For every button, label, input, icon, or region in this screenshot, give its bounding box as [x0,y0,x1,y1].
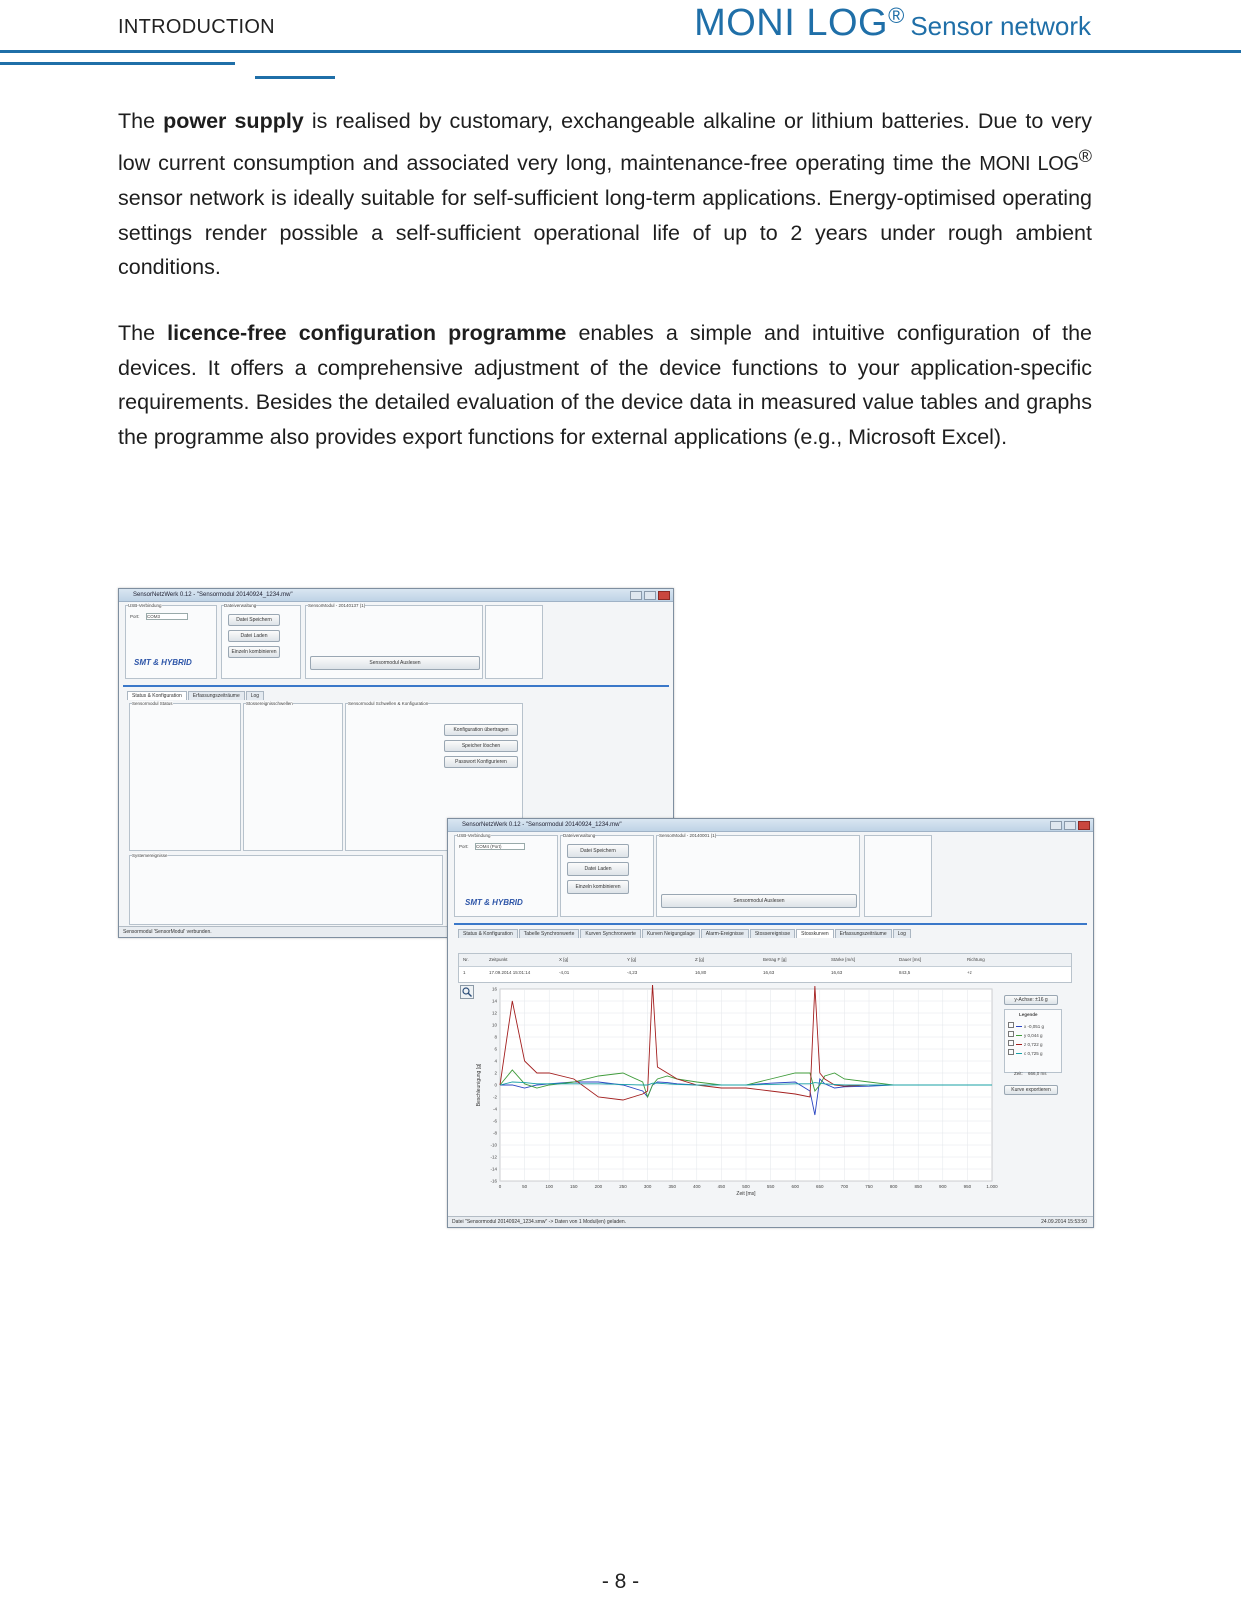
window1-controls [628,591,670,602]
statusbar-left: Datei "Sensormodul 20140924_1234.smw" -> Daten von 1 Modul(en) geladen. [452,1219,627,1225]
x-tick-label: 600 [791,1184,799,1189]
tab-erfassungszeitraeume[interactable]: Erfassungszeiträume [835,929,892,938]
y-tick-label: 8 [494,1034,497,1040]
x-tick-label: 650 [816,1184,824,1189]
x-tick-label: 350 [668,1184,676,1189]
x-tick-label: 500 [742,1184,750,1189]
cell-betrag: 16,63 [763,970,775,975]
close-icon[interactable] [1078,821,1090,830]
brand-name: MONI LOG [694,2,889,44]
export-curve-button[interactable]: Kurve exportieren [1004,1085,1058,1095]
col-nr: Nr. [463,957,469,962]
x-tick-label: 800 [889,1184,898,1189]
cell-zeitpunkt: 17.09.2014 15:01:14 [489,970,531,975]
y-tick-label: 12 [491,1010,497,1016]
window2-tabs [458,929,912,939]
tab-erfassungszeitraeume[interactable]: Erfassungszeiträume [188,691,245,700]
power-supply-paragraph [118,104,1092,285]
legend-item-x[interactable] [1008,1022,1044,1029]
x-tick-label: 200 [594,1184,603,1189]
header-accent-rule-short [255,76,335,79]
window2-save-button[interactable]: Datei Speichern [567,844,629,858]
window2-read-button[interactable]: Sensormodul Auslesen [661,894,857,908]
legend-item-c[interactable] [1008,1049,1043,1056]
legend-swatch [1016,1053,1022,1054]
legend-item-z[interactable] [1008,1040,1043,1047]
window1-port-label: Port: [130,614,140,619]
window2-combine-button[interactable]: Einzeln kombinieren [567,880,629,894]
col-x: X [g] [559,957,569,962]
x-tick-label: 0 [498,1184,502,1189]
window2-usb-group [454,835,558,917]
window1-usb-group [125,605,217,679]
p1-registered: ® [1078,145,1092,166]
x-tick-label: 700 [840,1184,849,1189]
shock-table [458,953,1072,983]
header-rule [0,50,1241,53]
y-tick-label: -4 [492,1106,497,1112]
y-tick-label: -6 [492,1118,497,1124]
legend-item-y[interactable] [1008,1031,1043,1038]
table-row[interactable] [459,967,1071,979]
y-tick-label: 0 [494,1082,497,1088]
legend-label: z 0,722 g [1024,1042,1043,1047]
statusbar-right: 24.09.2014 15:53:50 [1041,1219,1087,1225]
y-tick-label: -2 [492,1094,497,1100]
window1-module-group [305,605,483,679]
legend-checkbox[interactable] [1008,1040,1014,1046]
window2-file-group [560,835,654,917]
tab-kurven-neigungslage[interactable]: Kurven Neigungslage [642,929,700,938]
window2-port-label: Port: [459,844,469,849]
y-tick-label: -16 [490,1178,497,1184]
y-tick-label: 10 [491,1022,497,1028]
brand-subtitle: Sensor network [910,11,1091,41]
y-tick-label: 6 [494,1046,497,1052]
window2-controls [1048,821,1090,832]
p1-mid: is realised by customary, exchangeable alkaline or lithium batteries. Due to very low current consumption and associated very long, maintenance-free operating time the [118,109,1093,175]
window2-separator [454,923,1087,925]
col-betrag: Betrag F [g] [763,957,787,962]
p2-bold: licence-free configuration programme [167,321,567,345]
tab-alarm-ereignisse[interactable]: Alarm-Ereignisse [701,929,749,938]
tab-status-konfiguration[interactable]: Status & Konfiguration [458,929,518,938]
legend-swatch [1016,1026,1022,1027]
p1-post: sensor network is ideally suitable for self-sufficient long-term applications. Energy-optimised operating settings render possible a self-sufficient operational life of up to 2 years under rough ambient conditions. [118,186,1092,280]
tab-log[interactable]: Log [893,929,911,938]
y-tick-label: 4 [494,1058,497,1064]
y-tick-label: -8 [492,1130,497,1136]
x-axis-label: Zeit [ms] [736,1191,756,1197]
window1-save-button[interactable]: Datei Speichern [228,614,280,626]
window2-usb-label: USB-Verbindung [457,833,491,838]
window1-read-button[interactable]: Sensormodul Auslesen [310,656,480,670]
window2-titlebar: SensorNetzWerk 0.12 - "Sensormodul 20140924_1234.mw" [448,819,1093,832]
legend-checkbox[interactable] [1008,1022,1014,1028]
y-tick-label: -10 [490,1142,497,1148]
legend-label: x -0,051 g [1024,1024,1045,1029]
cell-dauer: 843,5 [899,970,911,975]
tab-log[interactable]: Log [246,691,264,700]
close-icon[interactable] [658,591,670,600]
legend-swatch [1016,1044,1022,1045]
x-tick-label: 850 [914,1184,922,1189]
legend-checkbox[interactable] [1008,1049,1014,1055]
window2-statusbar [448,1216,1093,1227]
shock-curve-chart [472,985,1012,1205]
x-tick-label: 400 [693,1184,701,1189]
window1-system-label: Systemereignisse [132,853,168,858]
window1-password-button[interactable]: Passwort Konfigurieren [444,756,518,768]
page-number: - 8 - [601,1570,640,1593]
cell-x: -4,01 [559,970,570,975]
x-tick-label: 50 [522,1184,528,1189]
x-tick-label: 750 [865,1184,873,1189]
window1-thresholds-label: Stossereignisschwellen [246,701,293,706]
col-zeitpunkt: Zeitpunkt [489,957,508,962]
window1-load-button[interactable]: Datei Laden [228,630,280,642]
window1-system-group [129,855,443,925]
window1-separator [123,685,669,687]
col-z: Z [g] [695,957,705,962]
y-axis-label: Beschleunigung [g] [476,1063,482,1107]
tab-status-konfiguration[interactable]: Status & Konfiguration [127,691,187,700]
window2-logo: SMT & HYBRID [465,898,523,907]
cell-nr: 1 [463,970,466,975]
maximize-icon[interactable] [1064,821,1076,830]
configuration-paragraph [118,316,1092,454]
cell-staerke: 16,63 [831,970,843,975]
window1-tabs [127,691,265,701]
p2-post: enables a simple and intuitive configuration of the devices. It offers a comprehensive adjustment of the device functions to your application-specific requirements. Besides the detailed evaluation of the device data in measured value tables and graphs the programme also provides export functions for external applications (e.g., Microsoft Excel). [118,321,1092,449]
window1-config-label: Sensormodul Schwellen & Konfiguration [348,701,429,706]
cell-richtung: +z [967,970,972,975]
legend-box [1004,1009,1062,1073]
window2-port-select[interactable]: COM4 (Port) [475,843,525,850]
p2-pre: The [118,321,168,345]
brand-header [694,2,1091,45]
cell-y: -4,23 [627,970,638,975]
window1-config-transfer-button[interactable]: Konfiguration übertragen [444,724,518,736]
window2-module-label: SensorModul - 20140001 (1) [659,833,717,838]
window1-status-label: Sensormodul Status [132,701,173,706]
window1-logo: SMT & HYBRID [134,658,192,667]
maximize-icon[interactable] [644,591,656,600]
table-header-row [459,954,1071,967]
window2-data-group [864,835,932,917]
x-tick-label: 300 [643,1184,652,1189]
window1-module-label: SensorModul - 20140137 (1) [308,603,366,608]
window1-file-label: Dateiverwaltung [224,603,257,608]
x-tick-label: 450 [717,1184,726,1189]
y-axis-button[interactable]: y-Achse: ±16 g [1004,995,1058,1005]
window1-clear-memory-button[interactable]: Speicher löschen [444,740,518,752]
x-tick-label: 1.000 [986,1184,998,1189]
x-tick-label: 550 [766,1184,775,1189]
x-tick-label: 950 [963,1184,972,1189]
y-tick-label: 2 [494,1070,497,1076]
window1-status-group [129,703,241,851]
col-y: Y [g] [627,957,637,962]
window1-file-group [221,605,301,679]
window2-load-button[interactable]: Datei Laden [567,862,629,876]
window1-titlebar: SensorNetzWerk 0.12 - "Sensormodul 20140924_1234.mw" [119,589,673,602]
legend-swatch [1016,1035,1022,1036]
legend-label: c 0,725 g [1024,1051,1043,1056]
registered-mark: ® [888,2,905,28]
y-tick-label: 16 [491,986,497,992]
screenshot-window-2 [447,818,1094,1228]
legend-label: y 0,044 g [1024,1033,1043,1038]
col-dauer: Dauer [ms] [899,957,922,962]
tab-stosskurven[interactable]: Stosskurven [796,929,834,938]
window1-data-group [485,605,543,679]
y-tick-label: 14 [491,998,497,1004]
minimize-icon[interactable] [1050,821,1062,830]
window1-combine-button[interactable]: Einzeln kombinieren [228,646,280,658]
col-richtung: Richtung [967,957,985,962]
window1-port-select[interactable]: COM3 [146,613,188,620]
window1-usb-label: USB-Verbindung [128,603,162,608]
tab-stossereignisse[interactable]: Stossereignisse [750,929,795,938]
tab-kurven-synchronwerte[interactable]: Kurven Synchronwerte [580,929,641,938]
legend-checkbox[interactable] [1008,1031,1014,1037]
p1-brand: MONI LOG [979,152,1079,175]
y-tick-label: -14 [490,1166,497,1172]
cell-z: 16,80 [695,970,707,975]
x-tick-label: 150 [570,1184,578,1189]
p1-bold: power supply [163,109,304,133]
x-tick-label: 250 [619,1184,627,1189]
window2-module-group [656,835,860,917]
header-accent-rule [0,62,235,65]
time-value: 666,0 ms [1028,1071,1047,1076]
section-title: INTRODUCTION [118,16,275,38]
window1-statusbar: Sensormodul 'SensorModul' verbunden. [119,926,673,937]
minimize-icon[interactable] [630,591,642,600]
legend-title: Legende [1019,1012,1038,1017]
window1-thresholds-group [243,703,343,851]
y-tick-label: -12 [490,1154,497,1160]
time-label: Zeit: [1014,1071,1023,1076]
tab-tabelle-synchronwerte[interactable]: Tabelle Synchronwerte [519,929,580,938]
x-tick-label: 100 [545,1184,553,1189]
x-tick-label: 900 [939,1184,947,1189]
window2-file-label: Dateiverwaltung [563,833,596,838]
p1-pre: The [118,109,164,133]
col-staerke: Stärke [m/s] [831,957,856,962]
